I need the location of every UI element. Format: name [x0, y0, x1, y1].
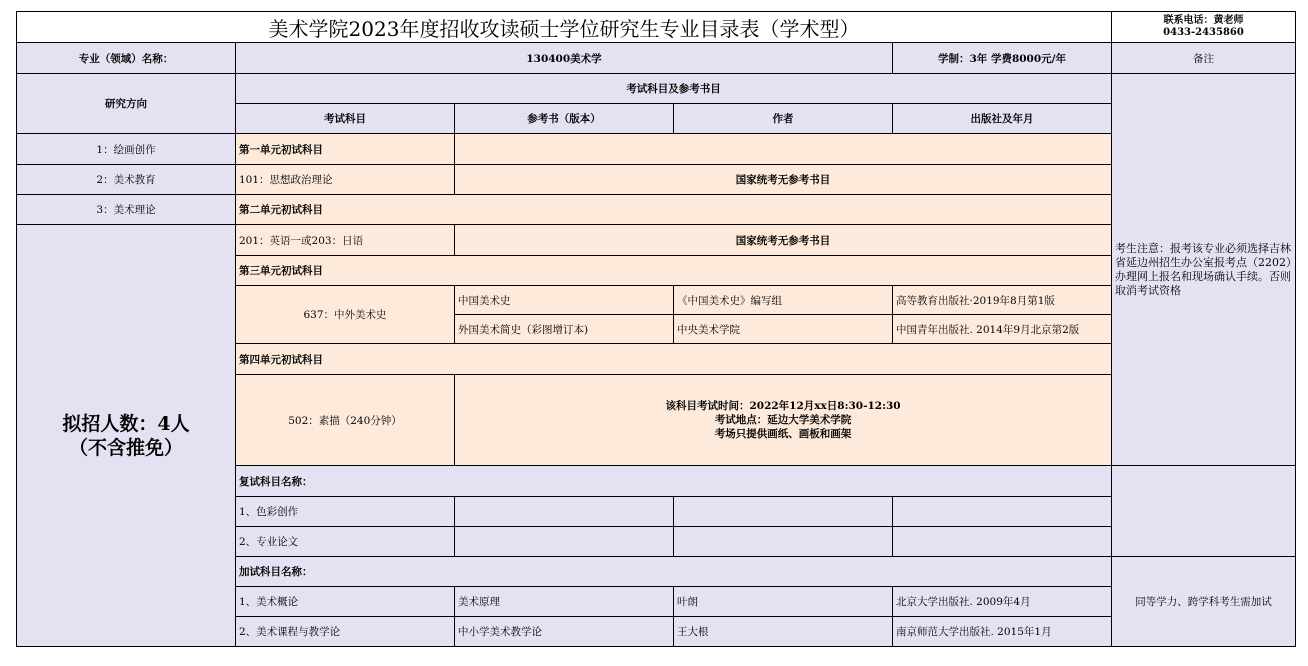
- catalog-table: [16, 11, 1296, 647]
- direction-item: 1：绘画创作: [17, 134, 236, 165]
- retest-item: 1、色彩创作: [236, 497, 455, 527]
- unit2-note: 国家统考无参考书目: [455, 225, 1112, 256]
- retest-blank: [674, 497, 893, 527]
- catalog-sheet: [16, 11, 1296, 647]
- major-name: 130400美术学: [236, 43, 893, 74]
- retest-title: 复试科目名称：: [236, 466, 1112, 497]
- remarks-header: 备注: [1112, 43, 1296, 74]
- unit3-author: 中央美术学院: [674, 315, 893, 344]
- exam-time: 该科目考试时间：2022年12月xx日8:30-12:30: [665, 400, 901, 412]
- exam-supplies: 考场只提供画纸、画板和画架: [714, 428, 852, 440]
- retest-blank: [455, 497, 674, 527]
- unit1-blank: [455, 134, 1112, 165]
- additional-book: 美术原理: [455, 587, 674, 617]
- unit3-publisher: 中国青年出版社. 2014年9月北京第2版: [893, 315, 1112, 344]
- exam-group-header: 考试科目及参考书目: [236, 74, 1112, 104]
- unit4-exam-info: [455, 375, 1112, 466]
- additional-book: 中小学美术教学论: [455, 617, 674, 647]
- additional-author: 王大根: [674, 617, 893, 647]
- additional-remark: 同等学力、跨学科考生需加试: [1112, 557, 1296, 647]
- enrollment-quota: [17, 225, 236, 647]
- subject-header: 考试科目: [236, 104, 455, 134]
- additional-publisher: 北京大学出版社. 2009年4月: [893, 587, 1112, 617]
- unit3-book: 外国美术简史（彩图增订本): [455, 315, 674, 344]
- page-title: 美术学院2023年度招收攻读硕士学位研究生专业目录表（学术型）: [17, 12, 1112, 43]
- author-header: 作者: [674, 104, 893, 134]
- unit2-subject: 201：英语一或203：日语: [236, 225, 455, 256]
- direction-item: 3：美术理论: [17, 195, 236, 225]
- additional-title: 加试科目名称：: [236, 557, 1112, 587]
- contact-name: 联系电话：黄老师: [1163, 15, 1244, 26]
- unit4-subject: 502：素描（240分钟）: [236, 375, 455, 466]
- unit1-title: 第一单元初试科目: [236, 134, 455, 165]
- quota-count: 拟招人数：4人: [62, 412, 190, 435]
- retest-blank: [455, 527, 674, 557]
- additional-subject: 1、美术概论: [236, 587, 455, 617]
- direction-item: 2：美术教育: [17, 165, 236, 195]
- quota-note: （不含推免）: [68, 436, 183, 459]
- publisher-header: 出版社及年月: [893, 104, 1112, 134]
- major-label: 专业（领域）名称：: [17, 43, 236, 74]
- direction-header: 研究方向: [17, 74, 236, 134]
- retest-blank: [893, 527, 1112, 557]
- contact-phone: 0433-2435860: [1163, 27, 1244, 38]
- unit4-title: 第四单元初试科目: [236, 344, 1112, 375]
- unit2-title: 第二单元初试科目: [236, 195, 1112, 225]
- retest-blank: [674, 527, 893, 557]
- contact-info: [1112, 12, 1296, 43]
- study-system: 学制：3年 学费8000元/年: [893, 43, 1112, 74]
- unit3-author: 《中国美术史》编写组: [674, 286, 893, 315]
- retest-remark: [1112, 466, 1296, 557]
- unit3-publisher: 高等教育出版社·2019年8月第1版: [893, 286, 1112, 315]
- unit3-book: 中国美术史: [455, 286, 674, 315]
- remark-note: 考生注意：报考该专业必须选择吉林省延边州招生办公室报考点（2202）办理网上报名和现场确认手续。否则取消考试资格: [1112, 74, 1296, 466]
- unit1-subject: 101：思想政治理论: [236, 165, 455, 195]
- additional-author: 叶朗: [674, 587, 893, 617]
- exam-location: 考试地点：延边大学美术学院: [714, 414, 852, 426]
- book-header: 参考书（版本）: [455, 104, 674, 134]
- unit1-note: 国家统考无参考书目: [455, 165, 1112, 195]
- unit3-title: 第三单元初试科目: [236, 256, 1112, 286]
- additional-publisher: 南京师范大学出版社. 2015年1月: [893, 617, 1112, 647]
- additional-subject: 2、美术课程与教学论: [236, 617, 455, 647]
- unit3-subject: 637：中外美术史: [236, 286, 455, 344]
- retest-blank: [893, 497, 1112, 527]
- retest-item: 2、专业论文: [236, 527, 455, 557]
